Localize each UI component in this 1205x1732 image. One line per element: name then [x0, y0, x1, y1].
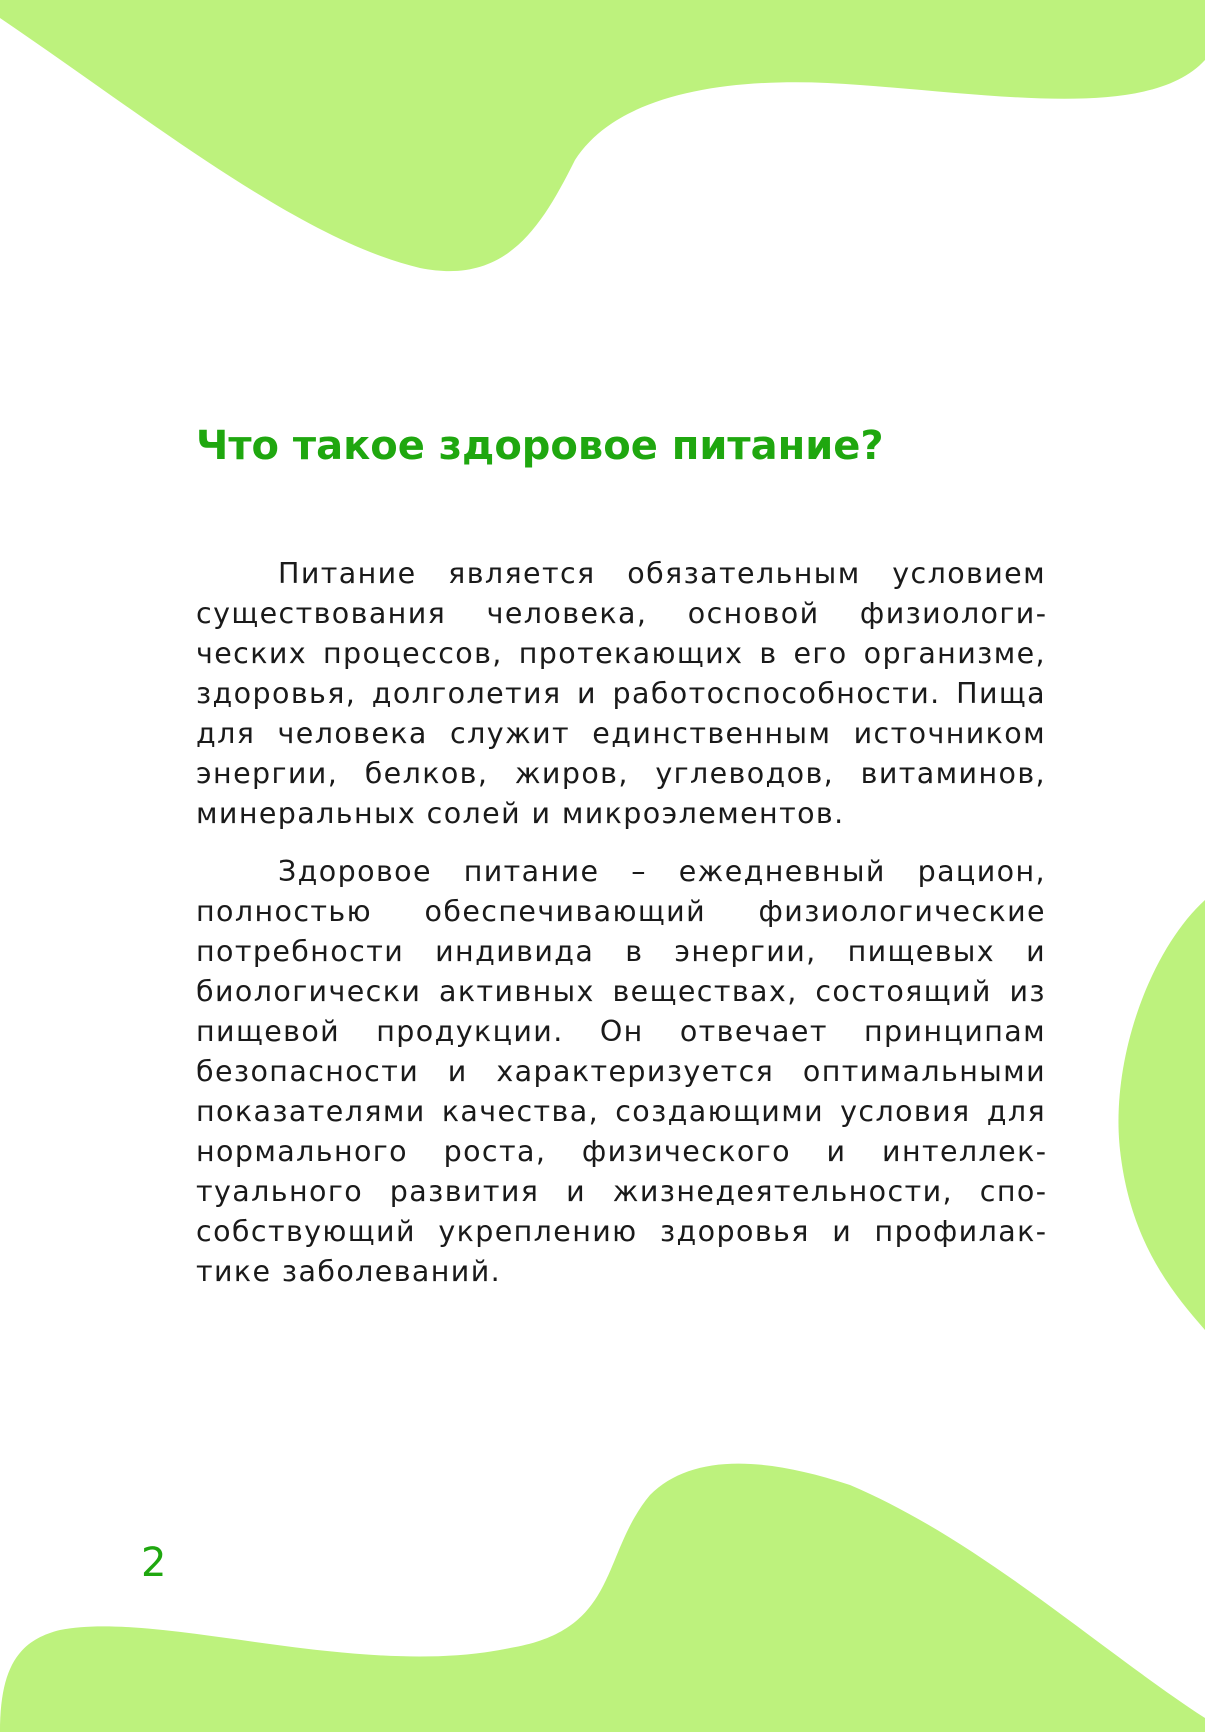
paragraph-healthy-nutrition: [196, 852, 1046, 1292]
bottom-blob: [0, 1464, 1205, 1732]
page-title: Что такое здоровое питание?: [196, 423, 884, 469]
paragraph-nutrition: [196, 554, 1046, 834]
top-blob: [0, 0, 1205, 271]
paragraph-text: Питание является обязательным условием существования человека, основой физиологических процессов, протекающих в его организме, здоровья, долголетия и работоспособности. Пища для человека служит единственным источником энергии, белков, жиров, углеводов, витаминов, минеральных солей и микроэлементов.: [196, 557, 1046, 830]
right-blob: [1118, 900, 1205, 1330]
paragraph-text: – ежедневный рацион, полностью обеспечивающий физиологические потребности индивида в энергии, пищевых и биологически активных веществах, состоящий из пищевой продукции. Он отвечает принципам безопасности и характеризуется оптимальными показателями качества, создающими условия для нормального роста, физического и интеллектуального развития и жизнедеятельности, способствующий укреплению здоровья и профилактике заболеваний.: [196, 855, 1046, 1288]
page-number: 2: [141, 1540, 167, 1586]
defined-term: Здоровое питание: [278, 855, 600, 888]
article-body: [196, 554, 1046, 1292]
